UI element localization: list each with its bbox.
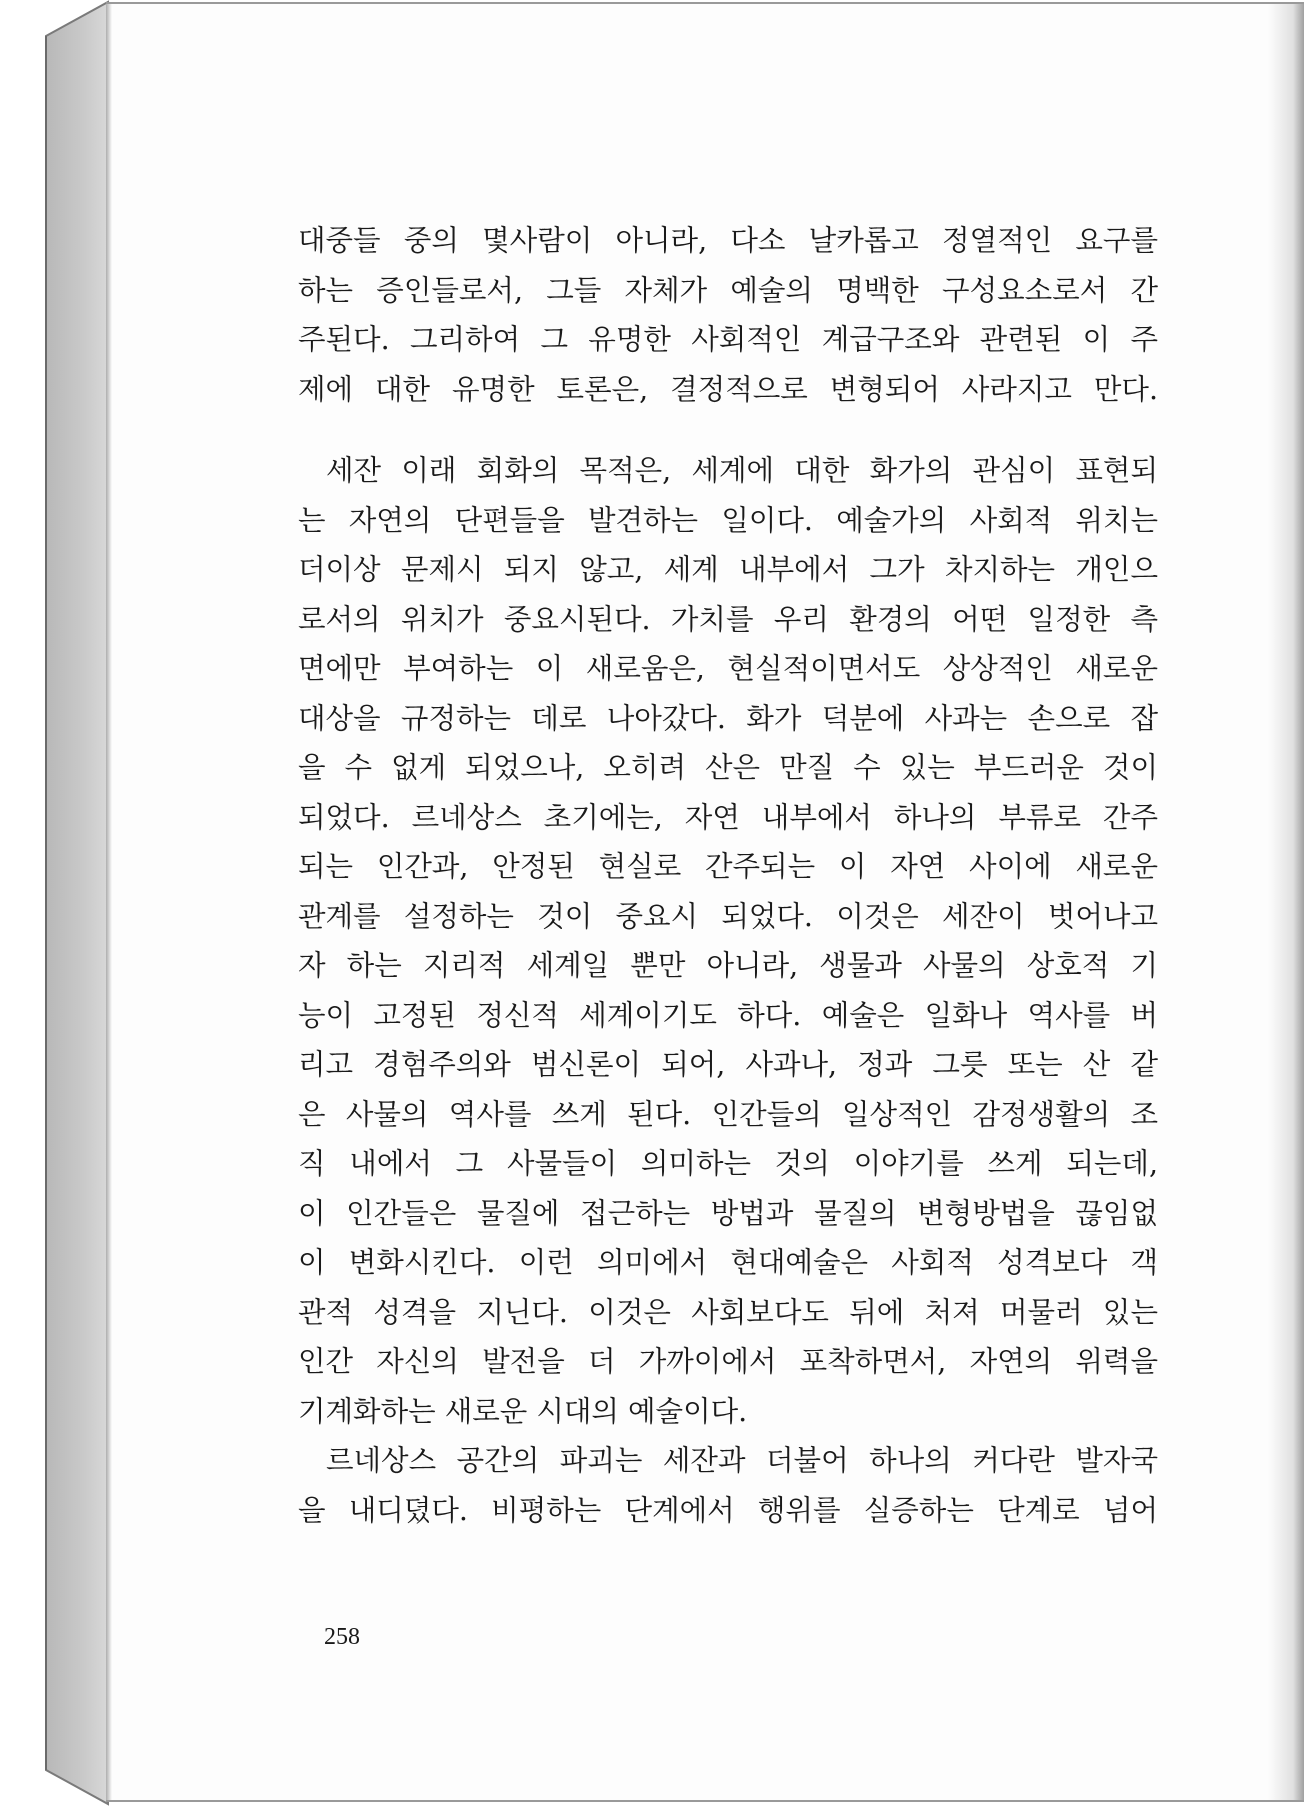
text-line: 주된다. 그리하여 그 유명한 사회적인 계급구조와 관련된 이 주 xyxy=(298,323,1158,356)
page-gutter-shadow xyxy=(106,4,112,1800)
text-line: 로서의 위치가 중요시된다. 가치를 우리 환경의 어떤 일정한 측 xyxy=(298,602,1158,636)
text-line: 기계화하는 새로운 시대의 예술이다. xyxy=(298,1394,748,1428)
text-line: 을 수 없게 되었으나, 오히려 산은 만질 수 있는 부드러운 것이 xyxy=(298,751,1158,784)
paragraph-2 xyxy=(298,446,1158,1436)
text-line: 직 내에서 그 사물들이 의미하는 것의 이야기를 쓰게 되는데, xyxy=(298,1147,1158,1180)
text-line: 되었다. 르네상스 초기에는, 자연 내부에서 하나의 부류로 간주 xyxy=(298,800,1158,834)
text-line: 르네상스 공간의 파괴는 세잔과 더불어 하나의 커다란 발자국 xyxy=(326,1444,1158,1477)
text-line: 더이상 문제시 되지 않고, 세계 내부에서 그가 차지하는 개인으 xyxy=(298,553,1158,586)
text-line: 하는 증인들로서, 그들 자체가 예술의 명백한 구성요소로서 간 xyxy=(298,273,1158,307)
text-line: 이 변화시킨다. 이런 의미에서 현대예술은 사회적 성격보다 객 xyxy=(298,1246,1158,1279)
book-spine-graphic xyxy=(0,0,110,1806)
text-line: 자 하는 지리적 세계일 뿐만 아니라, 생물과 사물의 상호적 기 xyxy=(298,949,1158,982)
text-line: 대중들 중의 몇사람이 아니라, 다소 날카롭고 정열적인 요구를 xyxy=(298,224,1158,257)
page-edge-shadow xyxy=(1268,4,1304,1800)
text-line: 이 인간들은 물질에 접근하는 방법과 물질의 변형방법을 끊임없 xyxy=(298,1196,1158,1230)
body-text xyxy=(298,216,1158,1535)
text-line: 면에만 부여하는 이 새로움은, 현실적이면서도 상상적인 새로운 xyxy=(298,652,1158,685)
text-line: 능이 고정된 정신적 세계이기도 하다. 예술은 일화나 역사를 버 xyxy=(298,998,1158,1032)
text-line: 인간 자신의 발전을 더 가까이에서 포착하면서, 자연의 위력을 xyxy=(298,1345,1158,1378)
book-spine xyxy=(0,0,110,1806)
book-page xyxy=(106,2,1304,1802)
text-line: 제에 대한 유명한 토론은, 결정적으로 변형되어 사라지고 만다. xyxy=(298,372,1158,406)
text-line: 는 자연의 단편들을 발견하는 일이다. 예술가의 사회적 위치는 xyxy=(298,503,1158,537)
text-line: 관적 성격을 지닌다. 이것은 사회보다도 뒤에 처져 머물러 있는 xyxy=(298,1295,1158,1329)
text-line: 대상을 규정하는 데로 나아갔다. 화가 덕분에 사과는 손으로 잡 xyxy=(298,701,1158,735)
text-line: 을 내디뎠다. 비평하는 단계에서 행위를 실증하는 단계로 넘어 xyxy=(298,1493,1158,1527)
text-line: 관계를 설정하는 것이 중요시 되었다. 이것은 세잔이 벗어나고 xyxy=(298,899,1158,933)
text-line: 리고 경험주의와 범신론이 되어, 사과나, 정과 그릇 또는 산 같 xyxy=(298,1048,1158,1081)
text-line: 은 사물의 역사를 쓰게 된다. 인간들의 일상적인 감정생활의 조 xyxy=(298,1097,1158,1131)
text-line: 세잔 이래 회화의 목적은, 세계에 대한 화가의 관심이 표현되 xyxy=(326,454,1158,487)
text-line: 되는 인간과, 안정된 현실로 간주되는 이 자연 사이에 새로운 xyxy=(298,850,1158,883)
paragraph-1 xyxy=(298,216,1158,414)
page-number: 258 xyxy=(324,1624,360,1650)
paragraph-3 xyxy=(298,1436,1158,1535)
